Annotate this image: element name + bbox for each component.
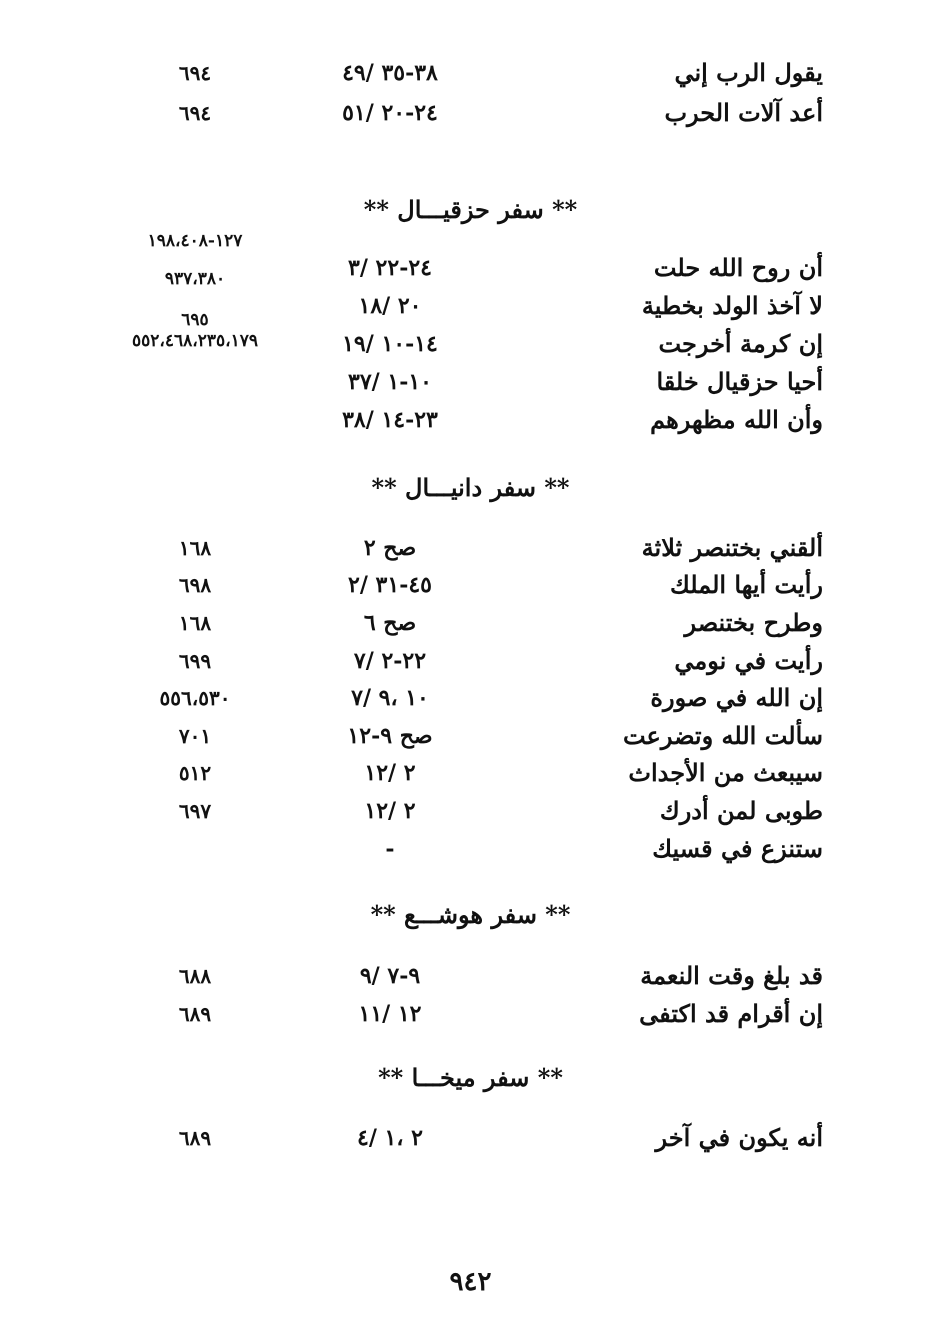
entry-title: قد بلغ وقت النعمة (640, 961, 823, 990)
entry-title: إن أقرام قد اكتفى (639, 999, 823, 1028)
entry-title: وطرح بختنصر (684, 608, 823, 637)
index-row (0, 326, 941, 362)
entry-title: سألت الله وتضرعت (622, 721, 823, 750)
entry-pages: ٥١٢ (178, 761, 212, 785)
entry-pages: ١٦٨ (178, 611, 212, 635)
entry-pages-continued: ٦٩٥ (181, 310, 209, 330)
index-row (0, 755, 941, 791)
entry-title: أحيا حزقيال خلقا (656, 367, 823, 396)
entry-reference: ١٢ /١١ (358, 1001, 422, 1027)
entry-reference: ٢٣-١٤ /٣٨ (342, 407, 438, 433)
entry-reference: - (385, 836, 395, 862)
entry-title: أن روح الله حلت (653, 253, 823, 282)
entry-reference: ٢ /١٢ (364, 760, 416, 786)
index-row (0, 605, 941, 641)
index-row (0, 831, 941, 867)
entry-title: إن كرمة أخرجت (658, 329, 823, 358)
entry-title: ستنزع في قسيك (652, 834, 823, 863)
entry-pages: ٩٣٧،٣٨٠ (164, 269, 226, 289)
entry-title: يقول الرب إني (674, 58, 823, 87)
entry-title: أعد آلات الحرب (664, 98, 823, 127)
entry-reference: ٤٥-٣١ /٢ (348, 572, 432, 598)
entry-pages: ٦٩٤ (178, 101, 212, 125)
entry-title: طوبى لمن أدرك (659, 796, 823, 825)
entry-pages: ٦٩٩ (178, 649, 212, 673)
entry-reference: ٢ ،١ /٤ (357, 1125, 423, 1151)
index-row (0, 680, 941, 716)
entry-reference: صح ٢ (363, 535, 417, 561)
entry-reference: ٢٢-٢ /٧ (353, 648, 427, 674)
section-heading-daniel: ** سفر دانيـــال ** (371, 473, 570, 502)
entry-reference: صح ٦ (363, 610, 417, 636)
index-row (0, 643, 941, 679)
index-row (0, 996, 941, 1032)
index-row (0, 718, 941, 754)
index-row (0, 402, 941, 438)
entry-title: سيبعث من الأجداث (628, 758, 823, 787)
entry-pages: ١٦٨ (178, 536, 212, 560)
entry-title: وأن الله مظهرهم (650, 405, 823, 434)
entry-title: أنه يكون في آخر (655, 1123, 823, 1152)
index-row (0, 793, 941, 829)
entry-title: لا آخذ الولد بخطية (641, 291, 823, 320)
entry-pages: ٦٨٩ (178, 1126, 212, 1150)
entry-reference: صح ٩-١٢ (347, 723, 433, 749)
index-row (0, 95, 941, 131)
page-number: ٩٤٢ (449, 1267, 492, 1297)
entry-reference: ١٠ ،٩ /٧ (351, 685, 429, 711)
entry-title: رأيت أيها الملك (670, 570, 823, 599)
entry-reference: ٢٤-٢٢ /٣ (348, 255, 432, 281)
entry-pages: ٥٥٢،٤٦٨،٢٣٥،١٧٩ (131, 331, 259, 351)
section-heading-micah: ** سفر ميخـــا ** (378, 1063, 563, 1092)
entry-reference: ٩-٧ /٩ (359, 963, 421, 989)
entry-reference: ٢٤-٢٠ /٥١ (342, 100, 438, 126)
entry-pages: ٦٩٧ (178, 799, 212, 823)
section-heading-ezekiel: ** سفر حزقيـــال ** (363, 195, 578, 224)
entry-reference: ٢ /١٢ (364, 798, 416, 824)
index-row (0, 1120, 941, 1156)
entry-title: رأيت في نومي (674, 646, 823, 675)
index-row (0, 530, 941, 566)
entry-pages: ٥٥٦،٥٣٠ (159, 686, 231, 710)
entry-pages: ١٢٧-١٩٨،٤٠٨ (147, 231, 243, 251)
entry-pages: ٧٠١ (178, 724, 212, 748)
entry-reference: ٣٨-٣٥ /٤٩ (342, 60, 438, 86)
index-row (0, 958, 941, 994)
section-heading-hosea: ** سفر هوشـــع ** (370, 900, 571, 929)
entry-title: إن الله في صورة (650, 683, 823, 712)
entry-pages: ٦٩٤ (178, 61, 212, 85)
index-row (0, 567, 941, 603)
index-row (0, 364, 941, 400)
entry-pages: ٦٩٨ (178, 573, 212, 597)
index-row (0, 55, 941, 91)
entry-reference: ١٠-١ /٣٧ (348, 369, 432, 395)
entry-reference: ٢٠ /١٨ (358, 293, 422, 319)
entry-reference: ١٤-١٠ /١٩ (342, 331, 438, 357)
entry-title: ألقني بختنصر ثلاثة (641, 533, 823, 562)
entry-pages: ٦٨٨ (178, 964, 212, 988)
entry-pages: ٦٨٩ (178, 1002, 212, 1026)
